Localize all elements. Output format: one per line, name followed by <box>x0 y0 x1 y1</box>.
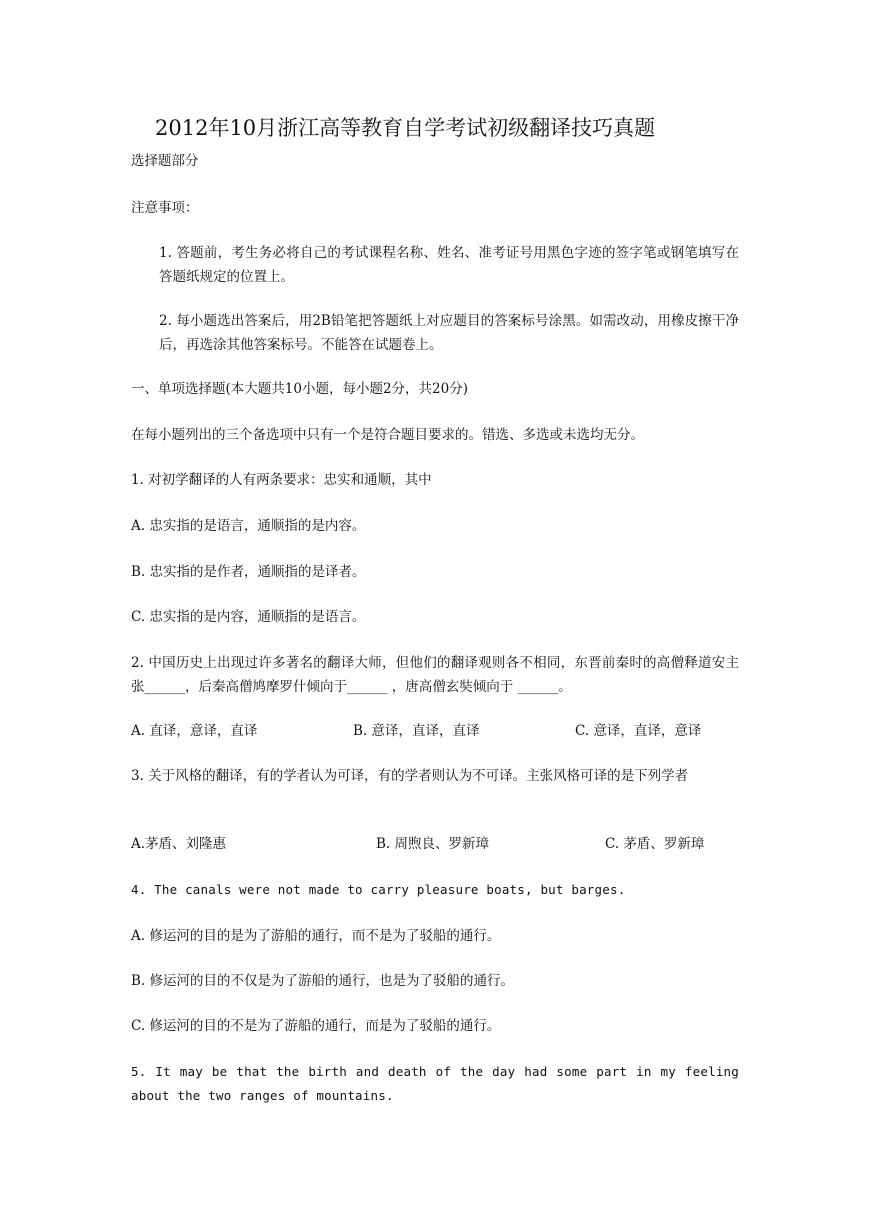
notice-item-1: 1. 答题前，考生务必将自己的考试课程名称、姓名、准考证号用黑色字迹的签字笔或钢笔填写在答题纸规定的位置上。 <box>159 245 739 285</box>
document-title: 2012年10月浙江高等教育自学考试初级翻译技巧真题 <box>155 116 656 140</box>
section-label: 选择题部分 <box>131 153 199 169</box>
question-3-stem: 3. 关于风格的翻译，有的学者认为可译，有的学者则认为不可译。主张风格可译的是下列学者 <box>131 768 689 784</box>
question-2-option-a: A. 直译，意译，直译 <box>131 723 258 739</box>
part-heading: 一、单项选择题(本大题共10小题，每小题2分，共20分) <box>131 381 468 397</box>
notice-heading: 注意事项： <box>131 200 199 216</box>
question-2-options <box>131 719 739 743</box>
question-5-stem: 5. It may be that the birth and death of the day had some part in my feeling about the two ranges of mountains. <box>131 1064 739 1103</box>
question-1-option-c: C. 忠实指的是内容，通顺指的是语言。 <box>131 609 366 625</box>
question-2-option-c: C. 意译，直译，意译 <box>575 723 702 739</box>
question-4-option-b: B. 修运河的目的不仅是为了游船的通行，也是为了驳船的通行。 <box>131 973 515 989</box>
question-3-options <box>131 832 739 856</box>
part-instruction: 在每小题列出的三个备选项中只有一个是符合题目要求的。错选、多选或未选均无分。 <box>131 427 644 443</box>
question-1-option-a: A. 忠实指的是语言，通顺指的是内容。 <box>131 518 366 534</box>
question-2-option-b: B. 意译，直译，直译 <box>353 723 480 739</box>
question-4-stem: 4. The canals were not made to carry pleasure boats, but barges. <box>131 882 626 897</box>
question-2-stem: 2. 中国历史上出现过许多著名的翻译大师，但他们的翻译观则各不相同，东晋前秦时的高僧释道安主张______，后秦高僧鸠摩罗什倾向于______ ，唐高僧玄奘倾向于 ______。 <box>131 655 739 695</box>
question-4-option-c: C. 修运河的目的不是为了游船的通行，而是为了驳船的通行。 <box>131 1018 501 1034</box>
notice-item-2: 2. 每小题选出答案后，用2B铅笔把答题纸上对应题目的答案标号涂黑。如需改动，用橡皮擦干净后，再选涂其他答案标号。不能答在试题卷上。 <box>159 313 739 353</box>
question-1-stem: 1. 对初学翻译的人有两条要求：忠实和通顺，其中 <box>131 472 432 488</box>
question-3-option-a: A.茅盾、刘隆惠 <box>131 836 227 852</box>
question-4-option-a: A. 修运河的目的是为了游船的通行，而不是为了驳船的通行。 <box>131 928 501 944</box>
question-3-option-c: C. 茅盾、罗新璋 <box>605 836 705 852</box>
question-3-option-b: B. 周煦良、罗新璋 <box>376 836 490 852</box>
question-1-option-b: B. 忠实指的是作者，通顺指的是译者。 <box>131 564 366 580</box>
